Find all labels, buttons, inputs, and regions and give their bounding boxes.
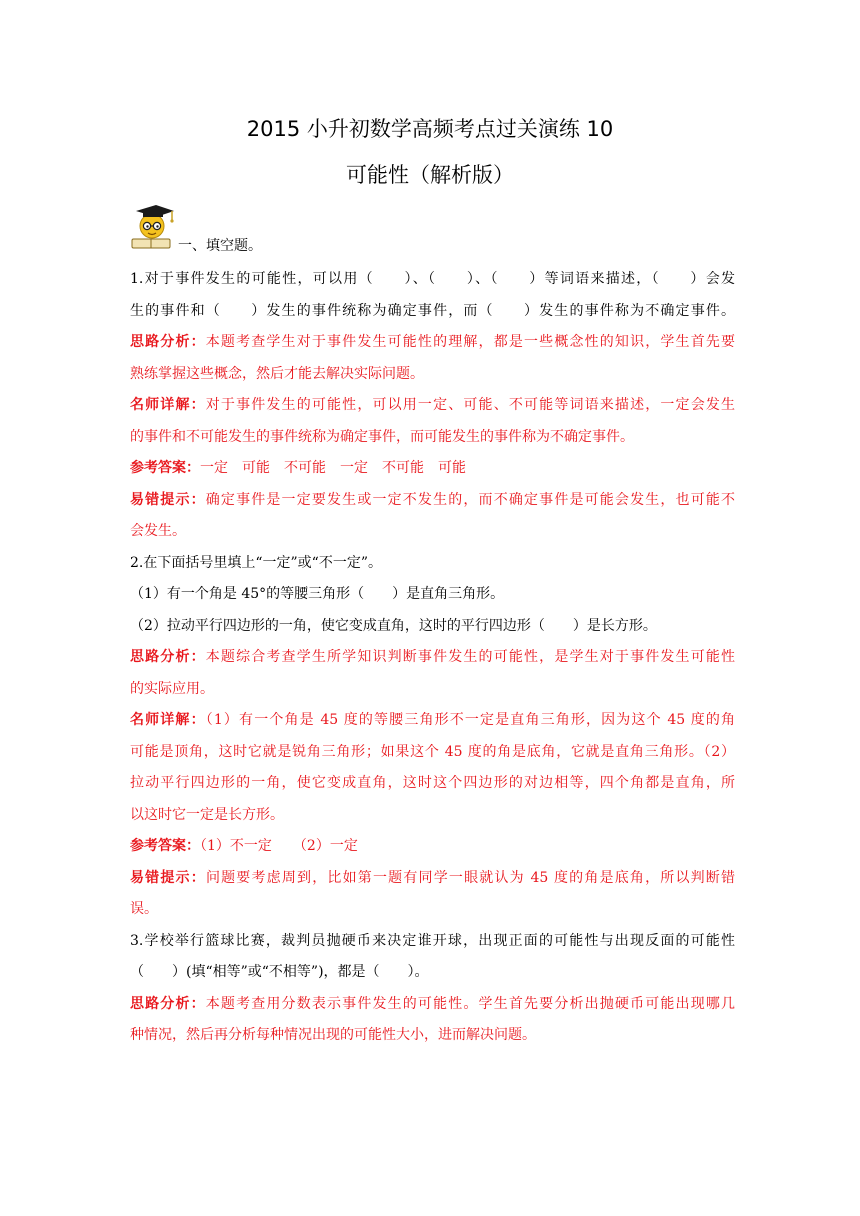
line-text: 会发生。 [130,523,186,539]
line-text: 一定 可能 不可能 一定 不可能 可能 [200,460,466,476]
analysis-line [130,989,735,1021]
question-line [130,264,735,296]
line-text: 确定事件是一定要发生或一定不发生的，而不确定事件是可能会发生，也可能不 [205,491,736,508]
line-text: 生的事件和（ ）发生的事件统称为确定事件，而（ ）发生的事件称为不确定事件。 [130,302,735,319]
analysis-line [130,800,735,832]
line-text: （1）有一个角是 45°的等腰三角形（ ）是直角三角形。 [130,586,505,602]
line-text: 2.在下面括号里填上“一定”或“不一定”。 [130,554,382,571]
analysis-line [130,327,735,359]
analysis-line [130,642,735,674]
analysis-line [130,768,735,800]
analysis-label: 名师详解： [130,397,206,413]
analysis-label: 参考答案： [130,460,200,476]
analysis-label: 易错提示： [130,491,206,508]
analysis-line [130,422,735,454]
line-text: 误。 [130,901,158,917]
document-subtitle: 可能性（解析版） [346,163,514,187]
line-text: 种情况，然后再分析每种情况出现的可能性大小，进而解决问题。 [130,1027,536,1043]
line-text: 可能是顶角，这时它就是锐角三角形；如果这个 45 度的角是底角，它就是直角三角形。（2） [130,743,735,760]
line-text: （2）拉动平行四边形的一角，使它变成直角，这时的平行四边形（ ）是长方形。 [130,617,657,634]
line-text: 对于事件发生的可能性，可以用一定、可能、不可能等词语来描述，一定会发生 [205,397,736,413]
analysis-line [130,485,735,517]
line-text: 以这时它一定是长方形。 [130,806,284,823]
analysis-line [130,737,735,769]
analysis-line [130,453,735,485]
line-text: 本题综合考查学生所学知识判断事件发生的可能性，是学生对于事件发生可能性 [205,649,736,665]
question-line [130,957,735,989]
analysis-label: 易错提示： [130,869,206,886]
analysis-line [130,831,735,863]
question-line [130,926,735,958]
question-line [130,548,735,580]
question-line [130,611,735,643]
line-text: 的事件和不可能发生的事件统称为确定事件，而可能发生的事件称为不确定事件。 [130,428,634,445]
analysis-label: 思路分析： [130,995,206,1012]
question-line [130,579,735,611]
line-text: （ ）(填“相等”或“不相等”)，都是（ ）。 [130,964,429,980]
line-text: 拉动平行四边形的一角，使它变成直角，这时这个四边形的对边相等，四个角都是直角，所 [130,775,735,791]
line-text: （1）有一个角是 45 度的等腰三角形不一定是直角三角形，因为这个 45 度的角 [205,712,736,728]
line-text: 3.学校举行篮球比赛，裁判员抛硬币来决定谁开球，出现正面的可能性与出现反面的可能性 [130,932,735,949]
section-heading: 一、填空题。 [178,238,262,254]
line-text: 本题考查用分数表示事件发生的可能性。学生首先要分析出抛硬币可能出现哪几 [205,995,736,1012]
analysis-label: 参考答案： [130,838,200,854]
analysis-label: 名师详解： [130,712,206,728]
document-title: 2015 小升初数学高频考点过关演练 10 [246,117,614,141]
analysis-line [130,1020,735,1052]
line-text: 1.对于事件发生的可能性，可以用（ ）、（ ）、（ ）等词语来描述，（ ）会发 [130,271,735,287]
analysis-line [130,705,735,737]
line-text: （1）不一定 （2）一定 [200,838,358,854]
analysis-line [130,894,735,926]
line-text: 问题要考虑周到，比如第一题有同学一眼就认为 45 度的角是底角，所以判断错 [205,869,735,886]
analysis-line [130,674,735,706]
line-text: 本题考查学生对于事件发生可能性的理解，都是一些概念性的知识，学生首先要 [205,334,736,350]
analysis-line [130,516,735,548]
analysis-line [130,863,735,895]
document-body [130,264,735,1052]
analysis-line [130,390,735,422]
line-text: 熟练掌握这些概念，然后才能去解决实际问题。 [130,365,424,382]
question-line [130,296,735,328]
line-text: 的实际应用。 [130,680,214,697]
analysis-label: 思路分析： [130,649,206,665]
analysis-label: 思路分析： [130,334,206,350]
analysis-line [130,359,735,391]
graduate-mascot-icon [128,201,176,251]
